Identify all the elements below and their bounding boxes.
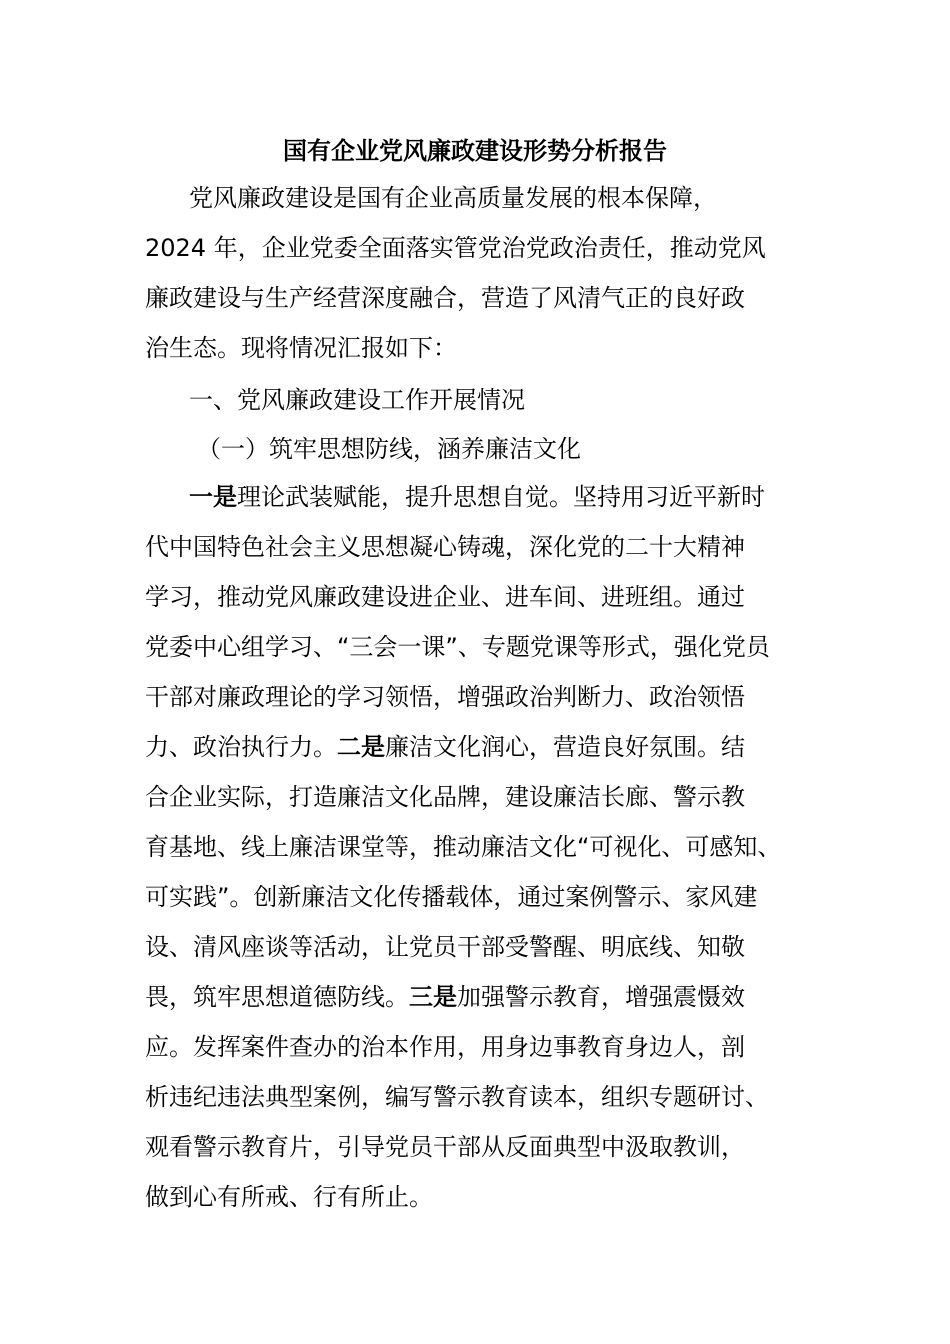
text-run: 廉洁文化润心，营造良好氛围。结 bbox=[385, 733, 745, 761]
text-run: 力、政治执行力。 bbox=[145, 733, 337, 761]
text-line: 合企业实际，打造廉洁文化品牌，建设廉洁长廊、警示教 bbox=[145, 783, 745, 811]
intro-paragraph bbox=[145, 173, 810, 373]
document-title: 国有企业党风廉政建设形势分析报告 bbox=[283, 137, 667, 165]
text-line: 治生态。现将情况汇报如下： bbox=[145, 334, 457, 362]
text-line: 育基地、线上廉洁课堂等，推动廉洁文化“可视化、可感知、 bbox=[145, 833, 782, 861]
text-run: 加强警示教育，增强震慑效 bbox=[457, 983, 745, 1011]
text-run: 理论武装赋能，提升思想自觉。坚持用习近平新时 bbox=[237, 483, 765, 511]
text-line bbox=[145, 722, 810, 772]
text-line: 学习，推动党风廉政建设进企业、进车间、进班组。通过 bbox=[145, 583, 745, 611]
bold-marker: 三是 bbox=[409, 983, 457, 1011]
text-line bbox=[145, 472, 810, 522]
bold-marker: 二是 bbox=[337, 733, 385, 761]
text-line: 廉政建设与生产经营深度融合，营造了风清气正的良好政 bbox=[145, 284, 745, 312]
text-line: 党风廉政建设是国有企业高质量发展的根本保障， bbox=[189, 184, 717, 212]
text-line bbox=[145, 972, 810, 1022]
text-line: 观看警示教育片，引导党员干部从反面典型中汲取教训， bbox=[145, 1133, 745, 1161]
section-heading: 一、党风廉政建设工作开展情况 bbox=[189, 386, 525, 414]
text-run: 畏，筑牢思想道德防线。 bbox=[145, 983, 409, 1011]
text-line: 可实践”。创新廉洁文化传播载体，通过案例警示、家风建 bbox=[145, 883, 758, 911]
text-line: 设、清风座谈等活动，让党员干部受警醒、明底线、知敬 bbox=[145, 933, 745, 961]
text-line: 析违纪违法典型案例，编写警示教育读本，组织专题研讨、 bbox=[145, 1083, 769, 1111]
text-line: 干部对廉政理论的学习领悟，增强政治判断力、政治领悟 bbox=[145, 683, 745, 711]
subsection-heading-block bbox=[145, 424, 810, 474]
subsection-heading: （一）筑牢思想防线，涵养廉洁文化 bbox=[197, 435, 581, 463]
text-line: 应。发挥案件查办的治本作用，用身边事教育身边人，剖 bbox=[145, 1033, 745, 1061]
section-heading-block bbox=[145, 375, 810, 425]
text-line: 党委中心组学习、“三会一课”、专题党课等形式，强化党员 bbox=[145, 633, 770, 661]
text-line: 代中国特色社会主义思想凝心铸魂，深化党的二十大精神 bbox=[145, 533, 745, 561]
text-line: 2024 年，企业党委全面落实管党治党政治责任，推动党风 bbox=[145, 234, 766, 262]
body-paragraph bbox=[145, 472, 810, 1222]
text-line: 做到心有所戒、行有所止。 bbox=[145, 1183, 433, 1211]
bold-marker: 一是 bbox=[189, 483, 237, 511]
